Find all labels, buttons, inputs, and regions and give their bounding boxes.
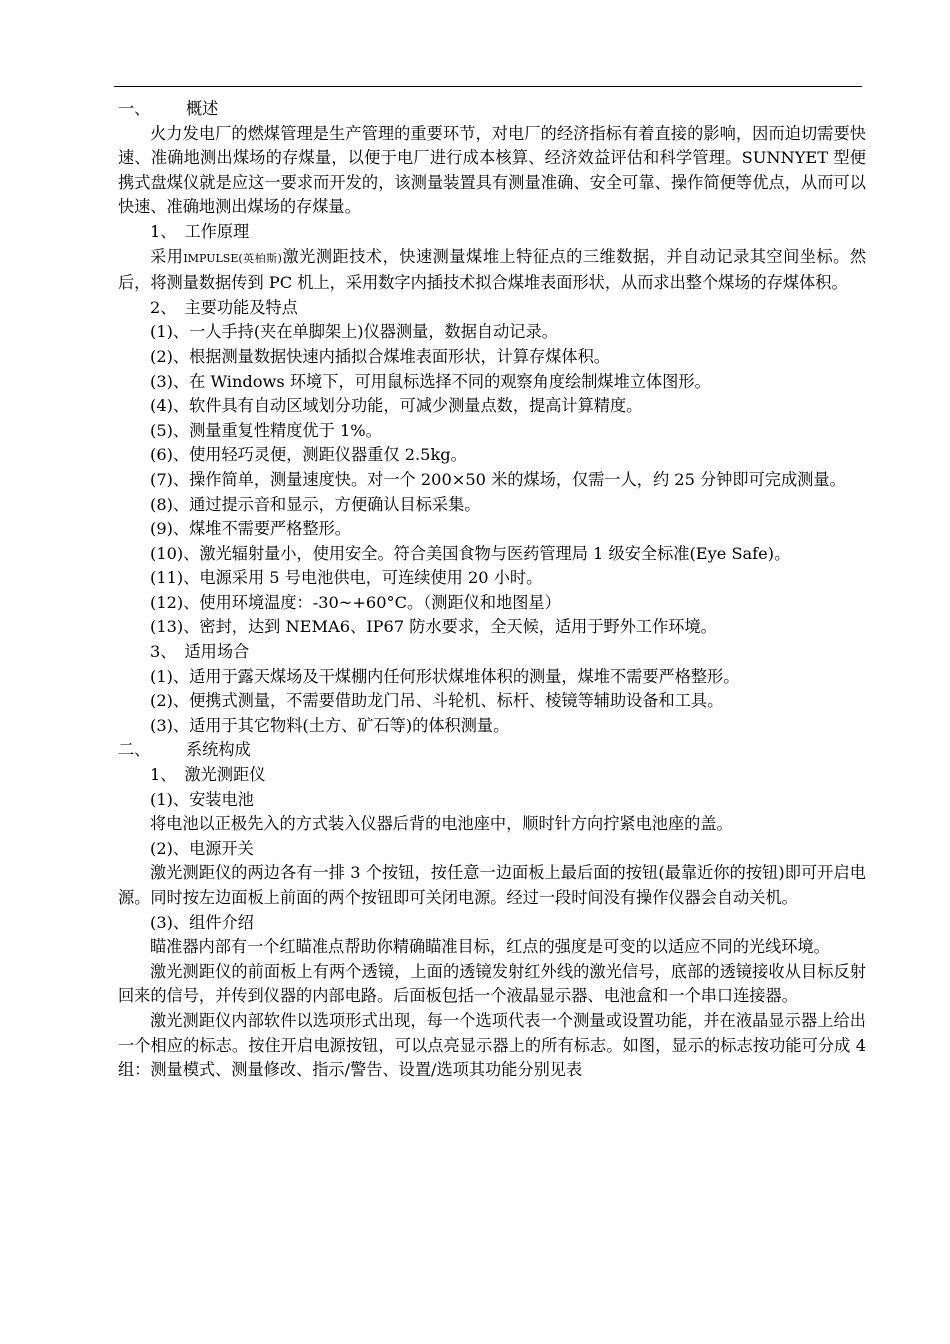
- list-item: (1)、适用于露天煤场及干煤棚内任何形状煤堆体积的测量，煤堆不需要严格整形。: [150, 666, 740, 686]
- list-item: (13)、密封，达到 NEMA6、IP67 防水要求，全天候，适用于野外工作环境。: [150, 617, 717, 637]
- list-item: (1)、一人手持(夹在单脚架上)仪器测量，数据自动记录。: [150, 322, 558, 342]
- list-item: (3)、适用于其它物料(土方、矿石等)的体积测量。: [150, 715, 510, 735]
- components-paragraph: 激光测距仪的前面板上有两个透镜，上面的透镜发射红外线的激光信号，底部的透镜接收从目标反射回来的信号，并传到仪器的内部电路。后面板包括一个液晶显示器、电池盒和一个串口连接器。: [118, 961, 866, 1006]
- header-rule: [114, 86, 862, 87]
- list-item: (6)、使用轻巧灵便，测距仪器重仅 2.5kg。: [150, 445, 467, 465]
- overview-paragraph: 火力发电厂的燃煤管理是生产管理的重要环节，对电厂的经济指标有着直接的影响，因而迫切需要快速、准确地测出煤场的存煤量，以便于电厂进行成本核算、经济效益评估和科学管理。SUNNYET 型便携式盘煤仪就是应这一要求而开发的，该测量装置具有测量准确、安全可靠、操作简便等优点，从而可以快速、准确地测出煤场的存煤量。: [118, 123, 866, 217]
- brand-name: IMPULSE(英柏斯): [183, 251, 282, 265]
- section-heading-overview: 一、 概述: [118, 99, 219, 118]
- list-item: (7)、操作简单，测量速度快。对一个 200×50 米的煤场，仅需一人，约 25 分钟即可完成测量。: [150, 469, 846, 489]
- power-heading: (2)、电源开关: [150, 838, 254, 858]
- battery-heading: (1)、安装电池: [150, 789, 254, 809]
- list-item: (12)、使用环境温度：-30~+60°C。（测距仪和地图星）: [150, 592, 561, 612]
- list-item: (10)、激光辐射量小，使用安全。符合美国食物与医药管理局 1 级安全标准(Eye Safe)。: [150, 543, 791, 563]
- subheading-principle: 1、 工作原理: [150, 221, 250, 241]
- power-paragraph: 激光测距仪的两边各有一排 3 个按钮，按任意一边面板上最后面的按钮(最靠近你的按钮)即可开启电源。同时按左边面板上前面的两个按钮即可关闭电源。经过一段时间没有操作仪器会自动关机。: [118, 863, 866, 907]
- components-paragraph: 瞄准器内部有一个红瞄准点帮助你精确瞄准目标，红点的强度是可变的以适应不同的光线环境。: [150, 937, 830, 957]
- list-item: (9)、煤堆不需要严格整形。: [150, 519, 351, 539]
- list-item: (4)、软件具有自动区域划分功能，可减少测量点数，提高计算精度。: [150, 396, 643, 416]
- list-item: (8)、通过提示音和显示，方便确认目标采集。: [150, 494, 481, 514]
- section-heading-system: 二、 系统构成: [118, 740, 251, 760]
- components-heading: (3)、组件介绍: [150, 912, 254, 932]
- list-item: (5)、测量重复性精度优于 1%。: [150, 420, 382, 440]
- list-item: (2)、根据测量数据快速内插拟合煤堆表面形状，计算存煤体积。: [150, 346, 610, 366]
- subheading-features: 2、 主要功能及特点: [150, 297, 298, 317]
- principle-paragraph: 采用IMPULSE(英柏斯)激光测距技术，快速测量煤堆上特征点的三维数据，并自动记录其空间坐标。然后，将测量数据传到 PC 机上，采用数字内插技术拟合煤堆表面形状，从而求出整个煤场的存煤体积。: [118, 246, 867, 293]
- battery-paragraph: 将电池以正极先入的方式装入仪器后背的电池座中，顺时针方向拧紧电池座的盖。: [150, 814, 733, 834]
- document-body: [118, 97, 866, 1083]
- subheading-applications: 3、 适用场合: [150, 642, 250, 662]
- list-item: (3)、在 Windows 环境下，可用鼠标选择不同的观察角度绘制煤堆立体图形。: [150, 371, 711, 391]
- components-paragraph: 激光测距仪内部软件以选项形式出现，每一个选项代表一个测量或设置功能，并在液晶显示器上给出一个相应的标志。按住开启电源按钮，可以点亮显示器上的所有标志。如图，显示的标志按功能可分成 4 组：测量模式、测量修改、指示/警告、设置/选项其功能分别见表: [118, 1010, 866, 1080]
- list-item: (2)、便携式测量，不需要借助龙门吊、斗轮机、标杆、棱镜等辅助设备和工具。: [150, 691, 724, 711]
- subheading-rangefinder: 1、 激光测距仪: [150, 765, 266, 785]
- list-item: (11)、电源采用 5 号电池供电，可连续使用 20 小时。: [150, 568, 543, 588]
